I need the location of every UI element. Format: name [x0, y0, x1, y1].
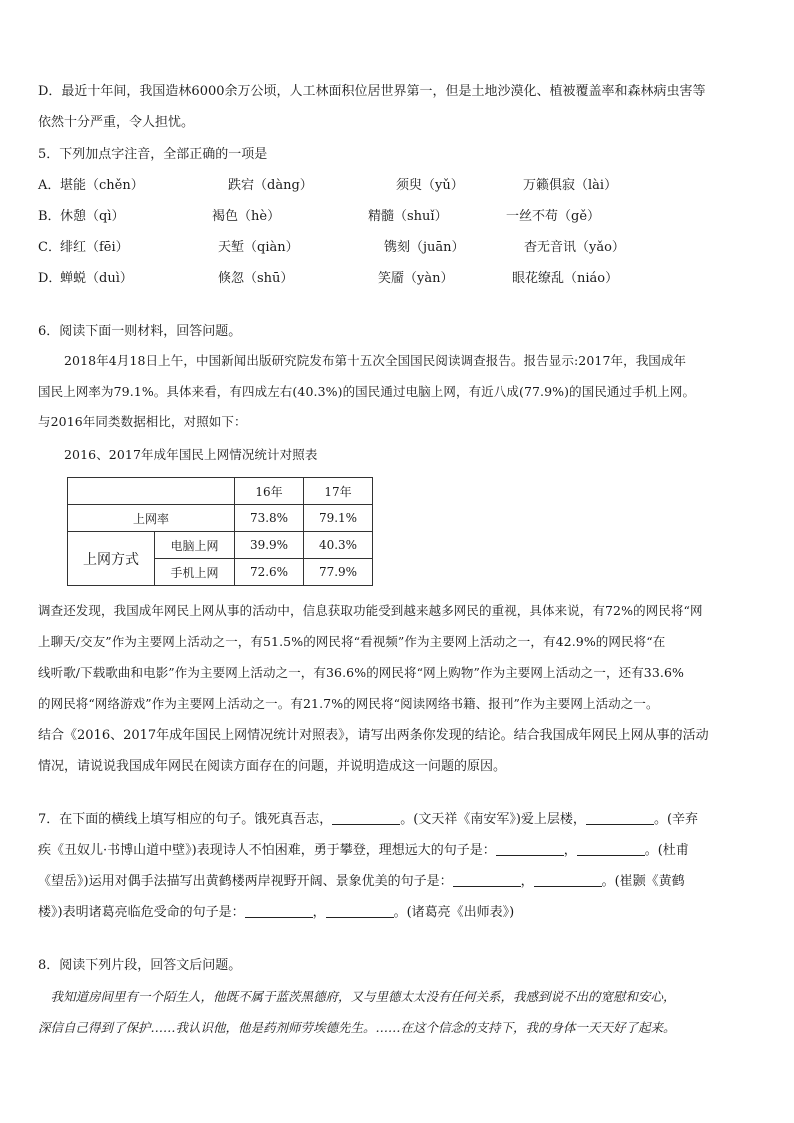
answer-blank[interactable] — [326, 903, 394, 918]
table-rate-label: 上网率 — [68, 505, 235, 532]
table-header-cell: 17年 — [304, 478, 373, 505]
q7-line3: 《望岳》)运用对偶手法描写出黄鹤楼两岸视野开阔、景象优美的句子是： ， 。(崔颢《黄鹤 — [38, 874, 685, 889]
q5-stem: 5．下列加点字注音，全部正确的一项是 — [38, 147, 268, 162]
q4-option-d-line2: 依然十分严重，令人担忧。 — [38, 115, 195, 130]
q5-option-a[interactable] — [38, 170, 756, 201]
table-row-label: 手机上网 — [155, 559, 235, 586]
q5-option-b[interactable] — [38, 201, 756, 232]
q5-option-c[interactable] — [38, 232, 756, 263]
q8-excerpt-line2: 深信自己得到了保护……我认识他，他是药剂师劳埃德先生。……在这个信念的支持下，我的身体一天天好了起来。 — [38, 1020, 676, 1035]
option-item: 镌刻（juān） — [384, 240, 465, 255]
table-cell: 40.3% — [304, 532, 373, 559]
table-row — [68, 505, 373, 532]
option-label: C． — [38, 240, 61, 255]
table-row-label: 电脑上网 — [155, 532, 235, 559]
option-item: 一丝不苟（gě） — [506, 209, 601, 224]
q6-material-line2: 国民上网率为79.1%。具体来看，有四成左右(40.3%)的国民通过电脑上网，有近八成(77.9%)的国民通过手机上网。 — [38, 384, 696, 399]
table-cell: 77.9% — [304, 559, 373, 586]
table-mode-label: 上网方式 — [83, 551, 139, 568]
stats-comparison-table — [67, 477, 373, 586]
answer-blank[interactable] — [453, 872, 521, 887]
table-header-cell: 16年 — [235, 478, 304, 505]
table-cell: 79.1% — [304, 505, 373, 532]
option-item: 绯红（fēi） — [60, 240, 129, 255]
option-item: 倏忽（shū） — [218, 271, 294, 286]
q7-line1: 7．在下面的横线上填写相应的句子。饿死真吾志， 。(文天祥《南安军》)爱上层楼， 。(辛弃 — [38, 812, 699, 827]
option-item: 精髓（shuǐ） — [368, 209, 448, 224]
answer-blank[interactable] — [586, 810, 654, 825]
q8-stem: 8．阅读下列片段，回答文后问题。 — [38, 958, 242, 973]
q6-survey-line1: 调查还发现，我国成年网民上网从事的活动中，信息获取功能受到越来越多网民的重视，具体来说，有72%的网民将“网 — [38, 603, 703, 618]
option-item: 眼花缭乱（niáo） — [512, 271, 619, 286]
option-item: 天堑（qiàn） — [218, 240, 299, 255]
q8-excerpt-line1: 我知道房间里有一个陌生人，他既不属于蓝茨黑德府，又与里德太太没有任何关系，我感到说不出的宽慰和安心， — [50, 989, 676, 1004]
option-item: 蝉蜕（duì） — [60, 271, 133, 286]
answer-blank[interactable] — [245, 903, 313, 918]
option-item: 跌宕（dàng） — [228, 178, 313, 193]
q6-task-line1: 结合《2016、2017年成年国民上网情况统计对照表》，请写出两条你发现的结论。结合我国成年网民上网从事的活动 — [38, 728, 709, 743]
option-item: 堪能（chěn） — [60, 178, 144, 193]
option-label: D． — [38, 271, 62, 286]
answer-blank[interactable] — [534, 872, 602, 887]
option-item: 休憩（qì） — [60, 209, 125, 224]
option-item: 褐色（hè） — [212, 209, 281, 224]
table-header-row — [68, 478, 373, 505]
q7-line2: 疾《丑奴儿·书博山道中壁》)表现诗人不怕困难，勇于攀登，理想远大的句子是： ， 。(杜甫 — [38, 843, 689, 858]
q6-table-title: 2016、2017年成年国民上网情况统计对照表 — [64, 447, 318, 462]
table-cell: 72.6% — [235, 559, 304, 586]
answer-blank[interactable] — [577, 841, 645, 856]
option-item: 杳无音讯（yǎo） — [524, 240, 625, 255]
table-cell: 73.8% — [235, 505, 304, 532]
option-label: B． — [38, 209, 61, 224]
option-item: 须臾（yǔ） — [396, 178, 464, 193]
option-item: 笑靥（yàn） — [378, 271, 454, 286]
q6-material-line1: 2018年4月18日上午，中国新闻出版研究院发布第十五次全国国民阅读调查报告。报告显示:2017年，我国成年 — [64, 353, 687, 368]
table-corner-cell — [68, 478, 235, 505]
option-label: A． — [38, 178, 61, 193]
q7-line4: 楼》)表明诸葛亮临危受命的句子是： ， 。(诸葛亮《出师表》) — [38, 905, 515, 920]
q6-survey-line4: 的网民将“网络游戏”作为主要网上活动之一。有21.7%的网民将“阅读网络书籍、报刊”作为主要网上活动之一。 — [38, 696, 659, 711]
q4-option-d-line1: D．最近十年间，我国造林6000余万公顷，人工林面积位居世界第一，但是土地沙漠化、植被覆盖率和森林病虫害等 — [38, 84, 706, 99]
q5-option-d[interactable] — [38, 263, 756, 294]
q6-stem: 6．阅读下面一则材料，回答问题。 — [38, 324, 242, 339]
answer-blank[interactable] — [496, 841, 564, 856]
table-cell: 39.9% — [235, 532, 304, 559]
q6-task-line2: 情况，请说说我国成年网民在阅读方面存在的问题，并说明造成这一问题的原因。 — [38, 759, 507, 774]
q6-survey-line2: 上聊天/交友”作为主要网上活动之一，有51.5%的网民将“看视频”作为主要网上活动之一，有42.9%的网民将“在 — [38, 634, 666, 649]
answer-blank[interactable] — [332, 810, 400, 825]
table-mode-label-cell — [68, 532, 155, 586]
table-row — [68, 532, 373, 559]
q6-material-line3: 与2016年同类数据相比，对照如下： — [38, 414, 247, 429]
option-item: 万籁俱寂（lài） — [523, 178, 618, 193]
q6-survey-line3: 线听歌/下载歌曲和电影”作为主要网上活动之一，有36.6%的网民将“网上购物”作为主要网上活动之一，还有33.6% — [38, 665, 685, 680]
